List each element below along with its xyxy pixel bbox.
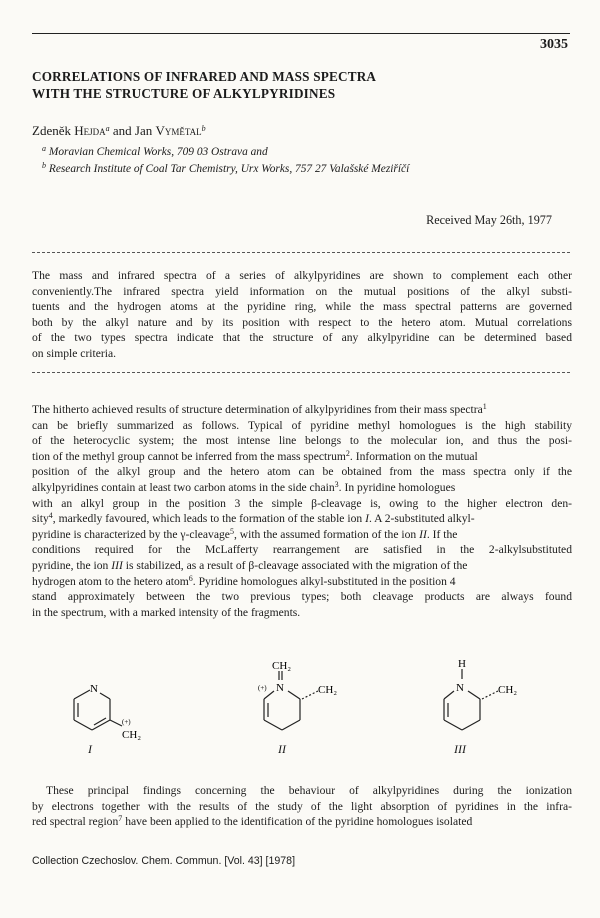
body-line: in the spectrum, with a marked intensity of the fragments. xyxy=(32,605,301,619)
body-paragraph-1 xyxy=(32,402,572,620)
title-line-2: WITH THE STRUCTURE OF ALKYLPYRIDINES xyxy=(32,86,336,101)
body-line: conditions required for the McLafferty rearrangement are satisfied in the 2-alkylsubstituted xyxy=(32,543,572,557)
author-2-given: Jan xyxy=(134,123,153,138)
received-date: Received May 26th, 1977 xyxy=(426,213,552,227)
body-line: These principal findings concerning the behaviour of alkylpyridines during the ionization xyxy=(46,784,572,797)
body-line: red spectral region$^7$ have been applied to the identification of the pyridine homologues isolated xyxy=(32,814,473,829)
title-line-1: CORRELATIONS OF INFRARED AND MASS SPECTRA xyxy=(32,69,377,84)
author-1-given: Zdeněk xyxy=(32,123,71,138)
abstract xyxy=(32,268,572,362)
affiliation-b-text: Research Institute of Coal Tar Chemistry, Urx Works, 757 27 Valašské Meziříčí xyxy=(48,163,410,175)
structure-II-side-ch2: CH₂ xyxy=(318,684,338,696)
body-line: hydrogen atom to the hetero atom$^6$. Pyridine homologues alkyl-substituted in the position 4 xyxy=(32,573,456,588)
author-and: and xyxy=(112,123,132,138)
structure-I xyxy=(60,668,170,748)
abstract-line: of the two types spectra indicate that the structure of any alkylpyridine can be determined based xyxy=(32,331,572,345)
structure-III xyxy=(430,655,540,745)
structure-II-top-ch2: CH₂ xyxy=(272,660,292,672)
structure-I-ch2: CH₂ xyxy=(122,729,142,741)
structure-III-side-ch2: CH₂ xyxy=(498,684,518,696)
author-line xyxy=(32,123,206,139)
author-1-mark: a xyxy=(105,124,110,133)
affiliation-a xyxy=(42,146,268,158)
body-line: pyridine is characterized by the γ-cleavage$^5$, with the assumed formation of the ion II. If the xyxy=(32,526,458,541)
author-2-mark: b xyxy=(201,124,206,133)
body-line: pyridine, the ion III is stabilized, as a result of β-cleavage associated with the migration of the xyxy=(32,558,468,572)
body-line: with an alkyl group in the position 3 the simple β-cleavage is, owing to the higher electron den- xyxy=(32,496,572,510)
body-line: by electrons together with the results of the study of the light absorption of pyridines in the infra- xyxy=(32,799,572,813)
body-line: of the heterocyclic system; the most intense line belongs to the molecular ion, and thus the posi- xyxy=(32,434,572,448)
abstract-line: both by the alkyl nature and by its position with respect to the hetero atom. Mutual correlations xyxy=(32,315,572,329)
abstract-top-rule xyxy=(32,252,570,253)
body-paragraph-2 xyxy=(32,783,572,830)
abstract-line: tuents and the hydrogen atoms at the pyridine ring, while the mass spectral patterns are governed xyxy=(32,300,572,314)
affiliation-b-mark: b xyxy=(42,161,46,170)
structure-II-nitrogen: N xyxy=(276,682,284,694)
structure-I-charge: (+) xyxy=(122,718,131,726)
body-line: tion of the methyl group cannot be inferred from the mass spectrum$^2$. Information on the mutual xyxy=(32,448,478,463)
abstract-line: The mass and infrared spectra of a series of alkylpyridines are shown to complement each other xyxy=(32,269,572,282)
structure-III-nitrogen: N xyxy=(456,682,464,694)
structure-III-hydrogen: H xyxy=(458,658,466,670)
body-line: can be briefly summarized as follows. Typical of pyridine methyl homologues is the high stability xyxy=(32,418,572,432)
abstract-line: conveniently.The infrared spectra yield information on the mutual positions of the alkyl substi- xyxy=(32,284,572,298)
structure-II-charge: (+) xyxy=(258,684,267,692)
body-line: stand approximately between the two previous types; both cleavage products are always found xyxy=(32,590,572,604)
body-line: alkylpyridines contain at least two carbon atoms in the side chain$^3$. In pyridine homologues xyxy=(32,479,456,494)
structure-II xyxy=(250,655,360,745)
structure-I-label: I xyxy=(88,742,92,756)
header-rule xyxy=(32,33,570,34)
structure-II-label: II xyxy=(278,742,286,756)
affiliation-b xyxy=(42,163,409,175)
affiliation-a-mark: a xyxy=(42,144,46,153)
affiliation-a-text: Moravian Chemical Works, 709 03 Ostrava and xyxy=(48,146,268,158)
article-title xyxy=(32,68,552,102)
structure-III-label: III xyxy=(454,742,466,756)
abstract-line: on simple criteria. xyxy=(32,346,117,360)
page-number: 3035 xyxy=(540,37,568,52)
author-2-surname: Vymětal xyxy=(155,123,202,138)
body-line: The hitherto achieved results of structure determination of alkylpyridines from their mass spectra$^1$ xyxy=(32,402,487,416)
abstract-bottom-rule xyxy=(32,372,570,373)
body-line: position of the alkyl group and the hetero atom can be obtained from the mass spectra only if the xyxy=(32,465,572,479)
journal-footer: Collection Czechoslov. Chem. Commun. [Vol. 43] [1978] xyxy=(32,855,296,867)
body-line: sity$^4$, markedly favoured, which leads to the formation of the stable ion I. A 2-substituted alkyl- xyxy=(32,511,475,526)
author-1-surname: Hejda xyxy=(74,123,106,138)
structure-I-nitrogen: N xyxy=(90,683,98,695)
